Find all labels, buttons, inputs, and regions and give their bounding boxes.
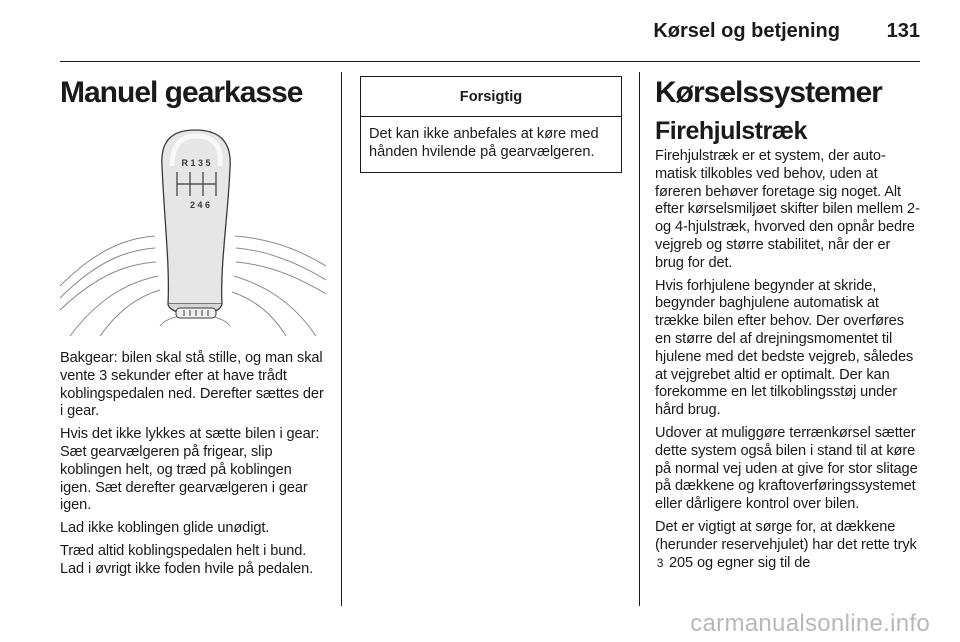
paragraph-clutch-pedal: Træd altid koblingspedalen helt i bund. Lad i øvrigt ikke foden hvile på pedalen. xyxy=(60,542,314,577)
tyre-pressure-text-start: Det er vigtigt at sørge for, at dækkene (herunder reservehjulet) har det rette tryk xyxy=(655,518,917,553)
paragraph-reverse-gear: Bakgear: bilen skal stå stille, og man skal vente 3 sekunder efter at have trådt koblingspedalen ned. Derefter sættes der i gear. xyxy=(60,350,324,420)
caution-text: Det kan ikke anbefales at køre med hånden hvilende på gearvælgeren. xyxy=(369,126,599,160)
gear-knob-drawing xyxy=(60,126,326,336)
subsection-title-four-wheel-drive: Firehjulstræk xyxy=(655,117,807,145)
tyre-pressure-text-end: 205 og egner sig til de xyxy=(665,554,811,571)
shift-pattern-bottom-numbers: 2 4 6 xyxy=(189,200,211,210)
section-title-manual-gearbox: Manuel gearkasse xyxy=(60,76,303,109)
column-caution xyxy=(360,72,622,173)
paragraph-clutch-slip: Lad ikke koblingen glide unødigt. xyxy=(60,520,270,537)
caution-box xyxy=(360,76,622,173)
header-section-title: Kørsel og betjening xyxy=(653,20,840,42)
gear-knob-illustration xyxy=(60,126,326,336)
column-driving-systems xyxy=(655,72,920,572)
paragraph-awd-slip: Hvis forhjulene begynder at skride, begynder baghjulene automatisk at trække bilen efter behov. Der overføres en større del af drejningsmomentet til hjulene med det bedste vejgreb, således at vejgrebet altid er optimalt. Der kan forekomme en let tilkoblingsstøj under hård brug. xyxy=(655,277,914,419)
caution-heading: Forsigtig xyxy=(361,77,621,117)
paragraph-awd-terrain: Udover at muliggøre terrænkørsel sætter dette system også bilen i stand til at køre på normal vej uden at give for stor slitage på dækkene og kraftoverføringssystemet eller dårligere kontrol over bilen. xyxy=(655,424,918,513)
page-header xyxy=(60,0,920,62)
column-manual-gearbox xyxy=(60,72,326,579)
shift-pattern-top-numbers: R 1 3 5 xyxy=(181,158,211,168)
paragraph-tyre-pressure xyxy=(655,519,920,572)
page-reference-arrow-icon: 3 xyxy=(656,555,664,570)
section-title-driving-systems: Kørselssystemer xyxy=(655,76,882,109)
paragraph-awd-intro: Firehjulstræk er et system, der automatisk tilkobles ved behov, uden at føreren behøver foretage sig noget. Alt efter kørselsmiljøet skifter bilen mellem 2- og 4-hjulstræk, hvorved den opnår bedre vejgreb og større stabilitet, når der er brug for det. xyxy=(655,148,920,271)
watermark-text: carmanualsonline.info xyxy=(690,610,930,637)
column-divider-right xyxy=(639,72,640,606)
column-divider-left xyxy=(341,72,342,606)
page-number: 131 xyxy=(886,20,920,42)
paragraph-gear-fail: Hvis det ikke lykkes at sætte bilen i gear: Sæt gearvælgeren på frigear, slip koblingen helt, og træd på koblingen igen. Sæt derefter gearvælgeren i gear igen. xyxy=(60,426,320,514)
